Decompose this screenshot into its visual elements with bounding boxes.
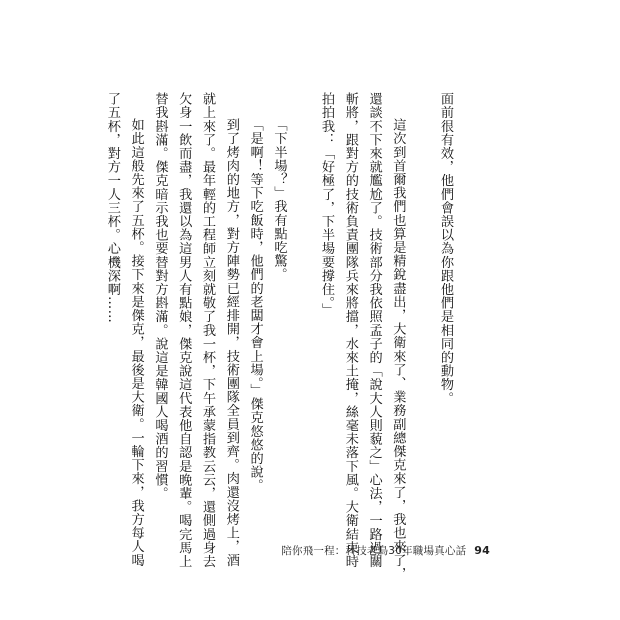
text-line: 了五杯，對方一人三杯。心機深啊…… [104,92,120,324]
text-line: 還談不下來就尷尬了。技術部分我依照孟子的「說大人則藐之」心法，一路過關 [366,92,382,568]
text-line: 欠身一飲而盡，我還以為這男人有點娘，傑克說這代表他自認是晚輩。喝完馬上 [176,92,192,568]
text-line: 「下半場？」我有點吃驚。 [271,118,287,282]
text-line: 這次到首爾我們也算是精銳盡出，大衛來了、業務副總傑克來了，我也來了， [390,118,406,581]
text-line: 到了烤肉的地方，對方陣勢已經排開，技術團隊全員到齊。肉還沒烤上，酒 [223,118,239,568]
page-footer [281,543,490,558]
page-number: 94 [474,544,490,557]
text-line: 如此這般先來了五杯。接下來是傑克，最後是大衛。一輪下來，我方每人喝 [128,118,144,568]
text-line: 斬將，跟對方的技術負責團隊兵來將擋，水來土掩，絲毫未落下風。大衛結束時 [342,92,358,568]
text-line: 面前很有效，他們會誤以為你跟他們是相同的動物。 [438,92,453,405]
text-line: 替我斟滿。傑克暗示我也要替對方斟滿。說這是韓國人喝酒的習慣。 [152,92,168,500]
running-book-title: 陪你飛一程：科技老鳥30年職場真心話 [281,545,467,557]
text-line: 就上來了。最年輕的工程師立刻就敬了我一杯，下午承蒙指教云云，還側過身去 [200,92,216,568]
text-line: 「是啊！等下吃飯時，他們的老闆才會上場。」傑克悠悠的說。 [247,118,263,493]
text-line: 拍拍我：「好極了，下半場要撐住。」 [319,92,335,317]
